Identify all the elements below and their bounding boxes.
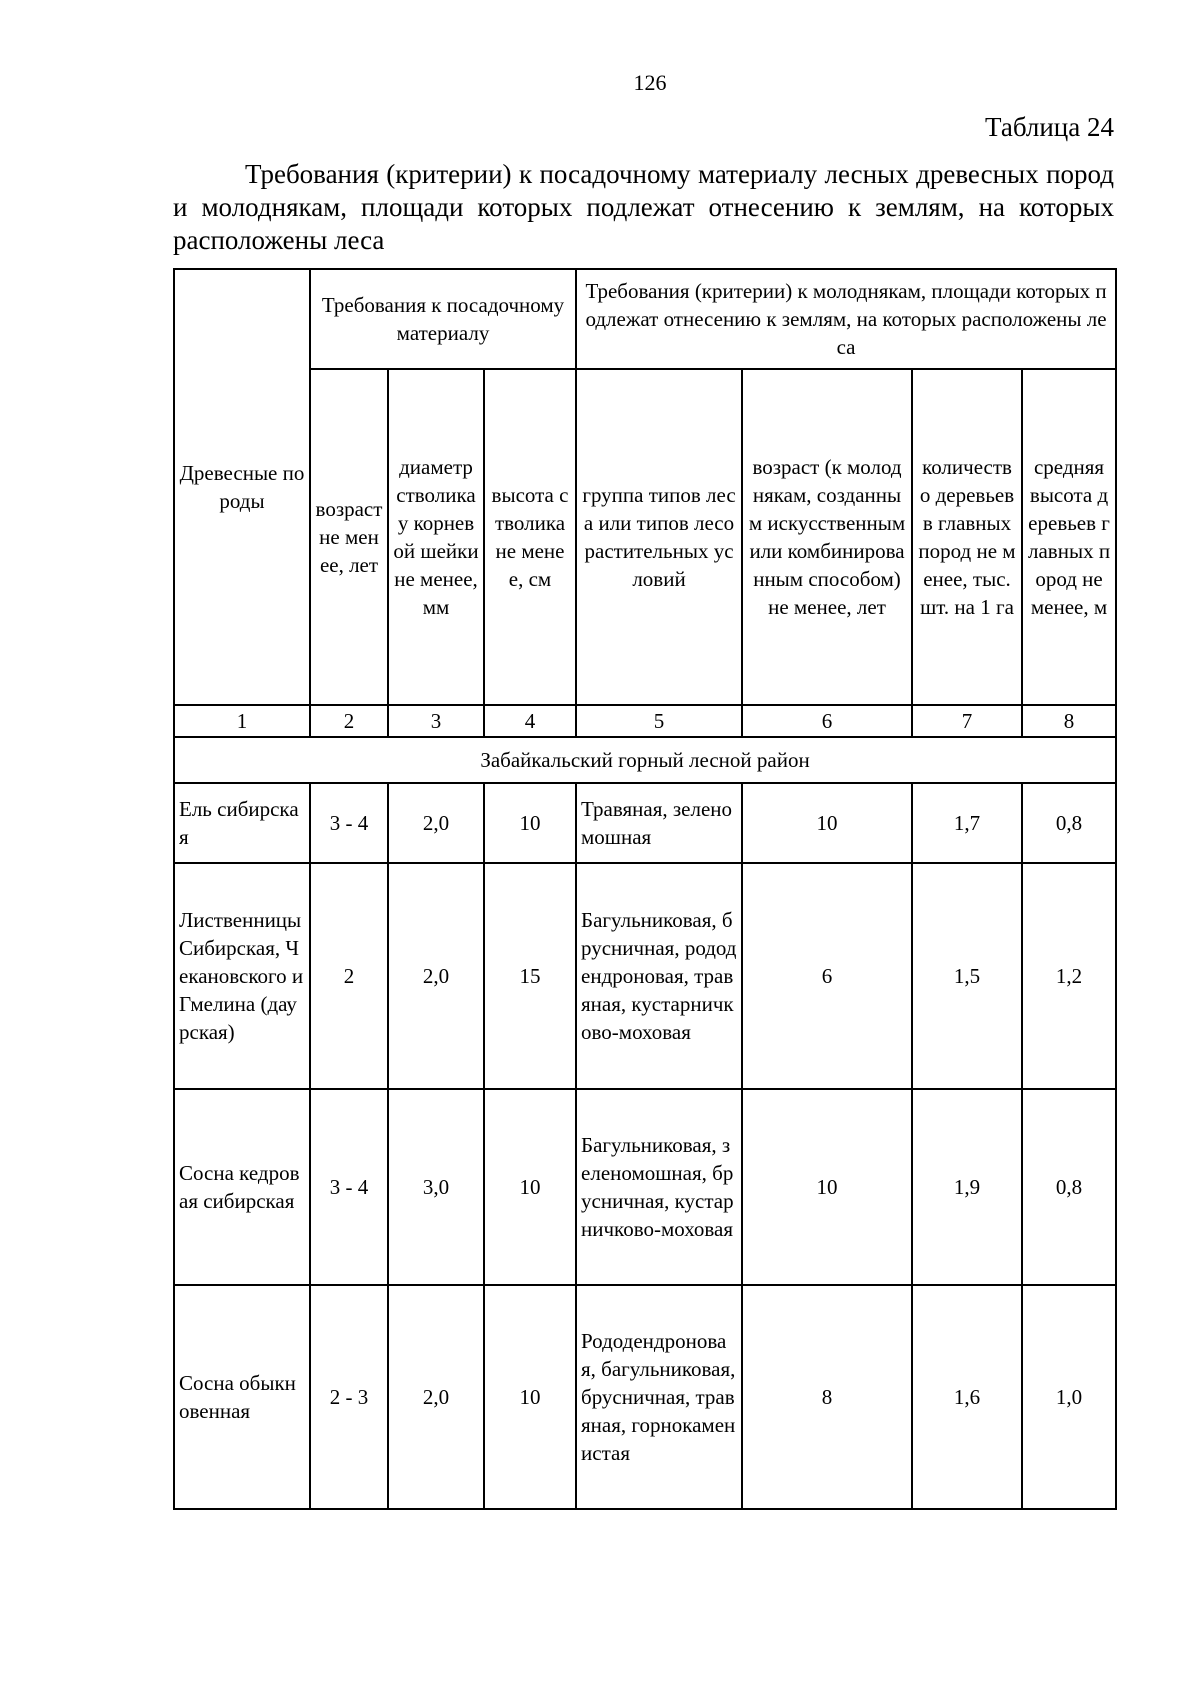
header-group-young-stands: Требования (критерии) к молоднякам, площади которых подлежат отнесению к землям, на которых расположены леса [576, 269, 1116, 369]
header-avg-height: средняя высота деревьев главных пород не менее, м [1022, 369, 1116, 705]
cell-tree-count: 1,7 [912, 783, 1022, 863]
column-number: 2 [310, 705, 388, 737]
header-diameter: диаметр стволика у корневой шейки не менее, мм [388, 369, 484, 705]
table-row [174, 863, 1116, 1089]
cell-avg-height: 0,8 [1022, 1089, 1116, 1285]
cell-tree-count: 1,9 [912, 1089, 1022, 1285]
header-tree-count: количество деревьев в главных пород не менее, тыс. шт. на 1 га [912, 369, 1022, 705]
requirements-table [173, 268, 1117, 1510]
table-row [174, 783, 1116, 863]
header-row-groups [174, 269, 1116, 369]
cell-avg-height: 1,0 [1022, 1285, 1116, 1509]
cell-avg-height: 1,2 [1022, 863, 1116, 1089]
header-height: высота стволика не менее, см [484, 369, 576, 705]
cell-young-age: 10 [742, 1089, 912, 1285]
cell-species: Сосна обыкновенная [174, 1285, 310, 1509]
column-number: 1 [174, 705, 310, 737]
header-young-age: возраст (к молоднякам, созданным искусственным или комбинированным способом) не менее, лет [742, 369, 912, 705]
column-number: 5 [576, 705, 742, 737]
cell-tree-count: 1,6 [912, 1285, 1022, 1509]
cell-height: 10 [484, 1285, 576, 1509]
cell-height: 10 [484, 1089, 576, 1285]
cell-diameter: 2,0 [388, 863, 484, 1089]
cell-forest-type: Багульниковая, зеленомошная, брусничная, кустарничково-моховая [576, 1089, 742, 1285]
header-group-planting-material: Требования к посадочному материалу [310, 269, 576, 369]
header-forest-type: группа типов леса или типов лесорастительных условий [576, 369, 742, 705]
header-row-columns [174, 369, 1116, 705]
column-number: 4 [484, 705, 576, 737]
cell-height: 10 [484, 783, 576, 863]
table-label: Таблица 24 [985, 112, 1114, 142]
cell-young-age: 10 [742, 783, 912, 863]
column-number: 7 [912, 705, 1022, 737]
cell-diameter: 2,0 [388, 783, 484, 863]
table-row [174, 1089, 1116, 1285]
table-caption: Требования (критерии) к посадочному материалу лесных древесных пород и молоднякам, площади которых подлежат отнесению к землям, на которых расположены леса [173, 159, 1114, 255]
cell-forest-type: Травяная, зеленомошная [576, 783, 742, 863]
column-number: 6 [742, 705, 912, 737]
cell-forest-type: Рододендроновая, багульниковая, брусничная, травяная, горнокаменистая [576, 1285, 742, 1509]
cell-young-age: 6 [742, 863, 912, 1089]
region-row [174, 737, 1116, 783]
header-species: Древесные породы [174, 269, 310, 705]
column-number: 8 [1022, 705, 1116, 737]
page-number: 126 [633, 70, 667, 95]
cell-age: 2 - 3 [310, 1285, 388, 1509]
cell-species: Ель сибирская [174, 783, 310, 863]
header-age: возраст не менее, лет [310, 369, 388, 705]
cell-diameter: 3,0 [388, 1089, 484, 1285]
cell-height: 15 [484, 863, 576, 1089]
column-number: 3 [388, 705, 484, 737]
cell-avg-height: 0,8 [1022, 783, 1116, 863]
table-row [174, 1285, 1116, 1509]
cell-age: 2 [310, 863, 388, 1089]
column-number-row [174, 705, 1116, 737]
cell-age: 3 - 4 [310, 783, 388, 863]
cell-young-age: 8 [742, 1285, 912, 1509]
cell-age: 3 - 4 [310, 1089, 388, 1285]
cell-species: Лиственницы Сибирская, Чекановского и Гмелина (даурская) [174, 863, 310, 1089]
cell-forest-type: Багульниковая, брусничная, рододендроновая, травяная, кустарничково-моховая [576, 863, 742, 1089]
cell-diameter: 2,0 [388, 1285, 484, 1509]
cell-species: Сосна кедровая сибирская [174, 1089, 310, 1285]
region-title: Забайкальский горный лесной район [174, 737, 1116, 783]
cell-tree-count: 1,5 [912, 863, 1022, 1089]
